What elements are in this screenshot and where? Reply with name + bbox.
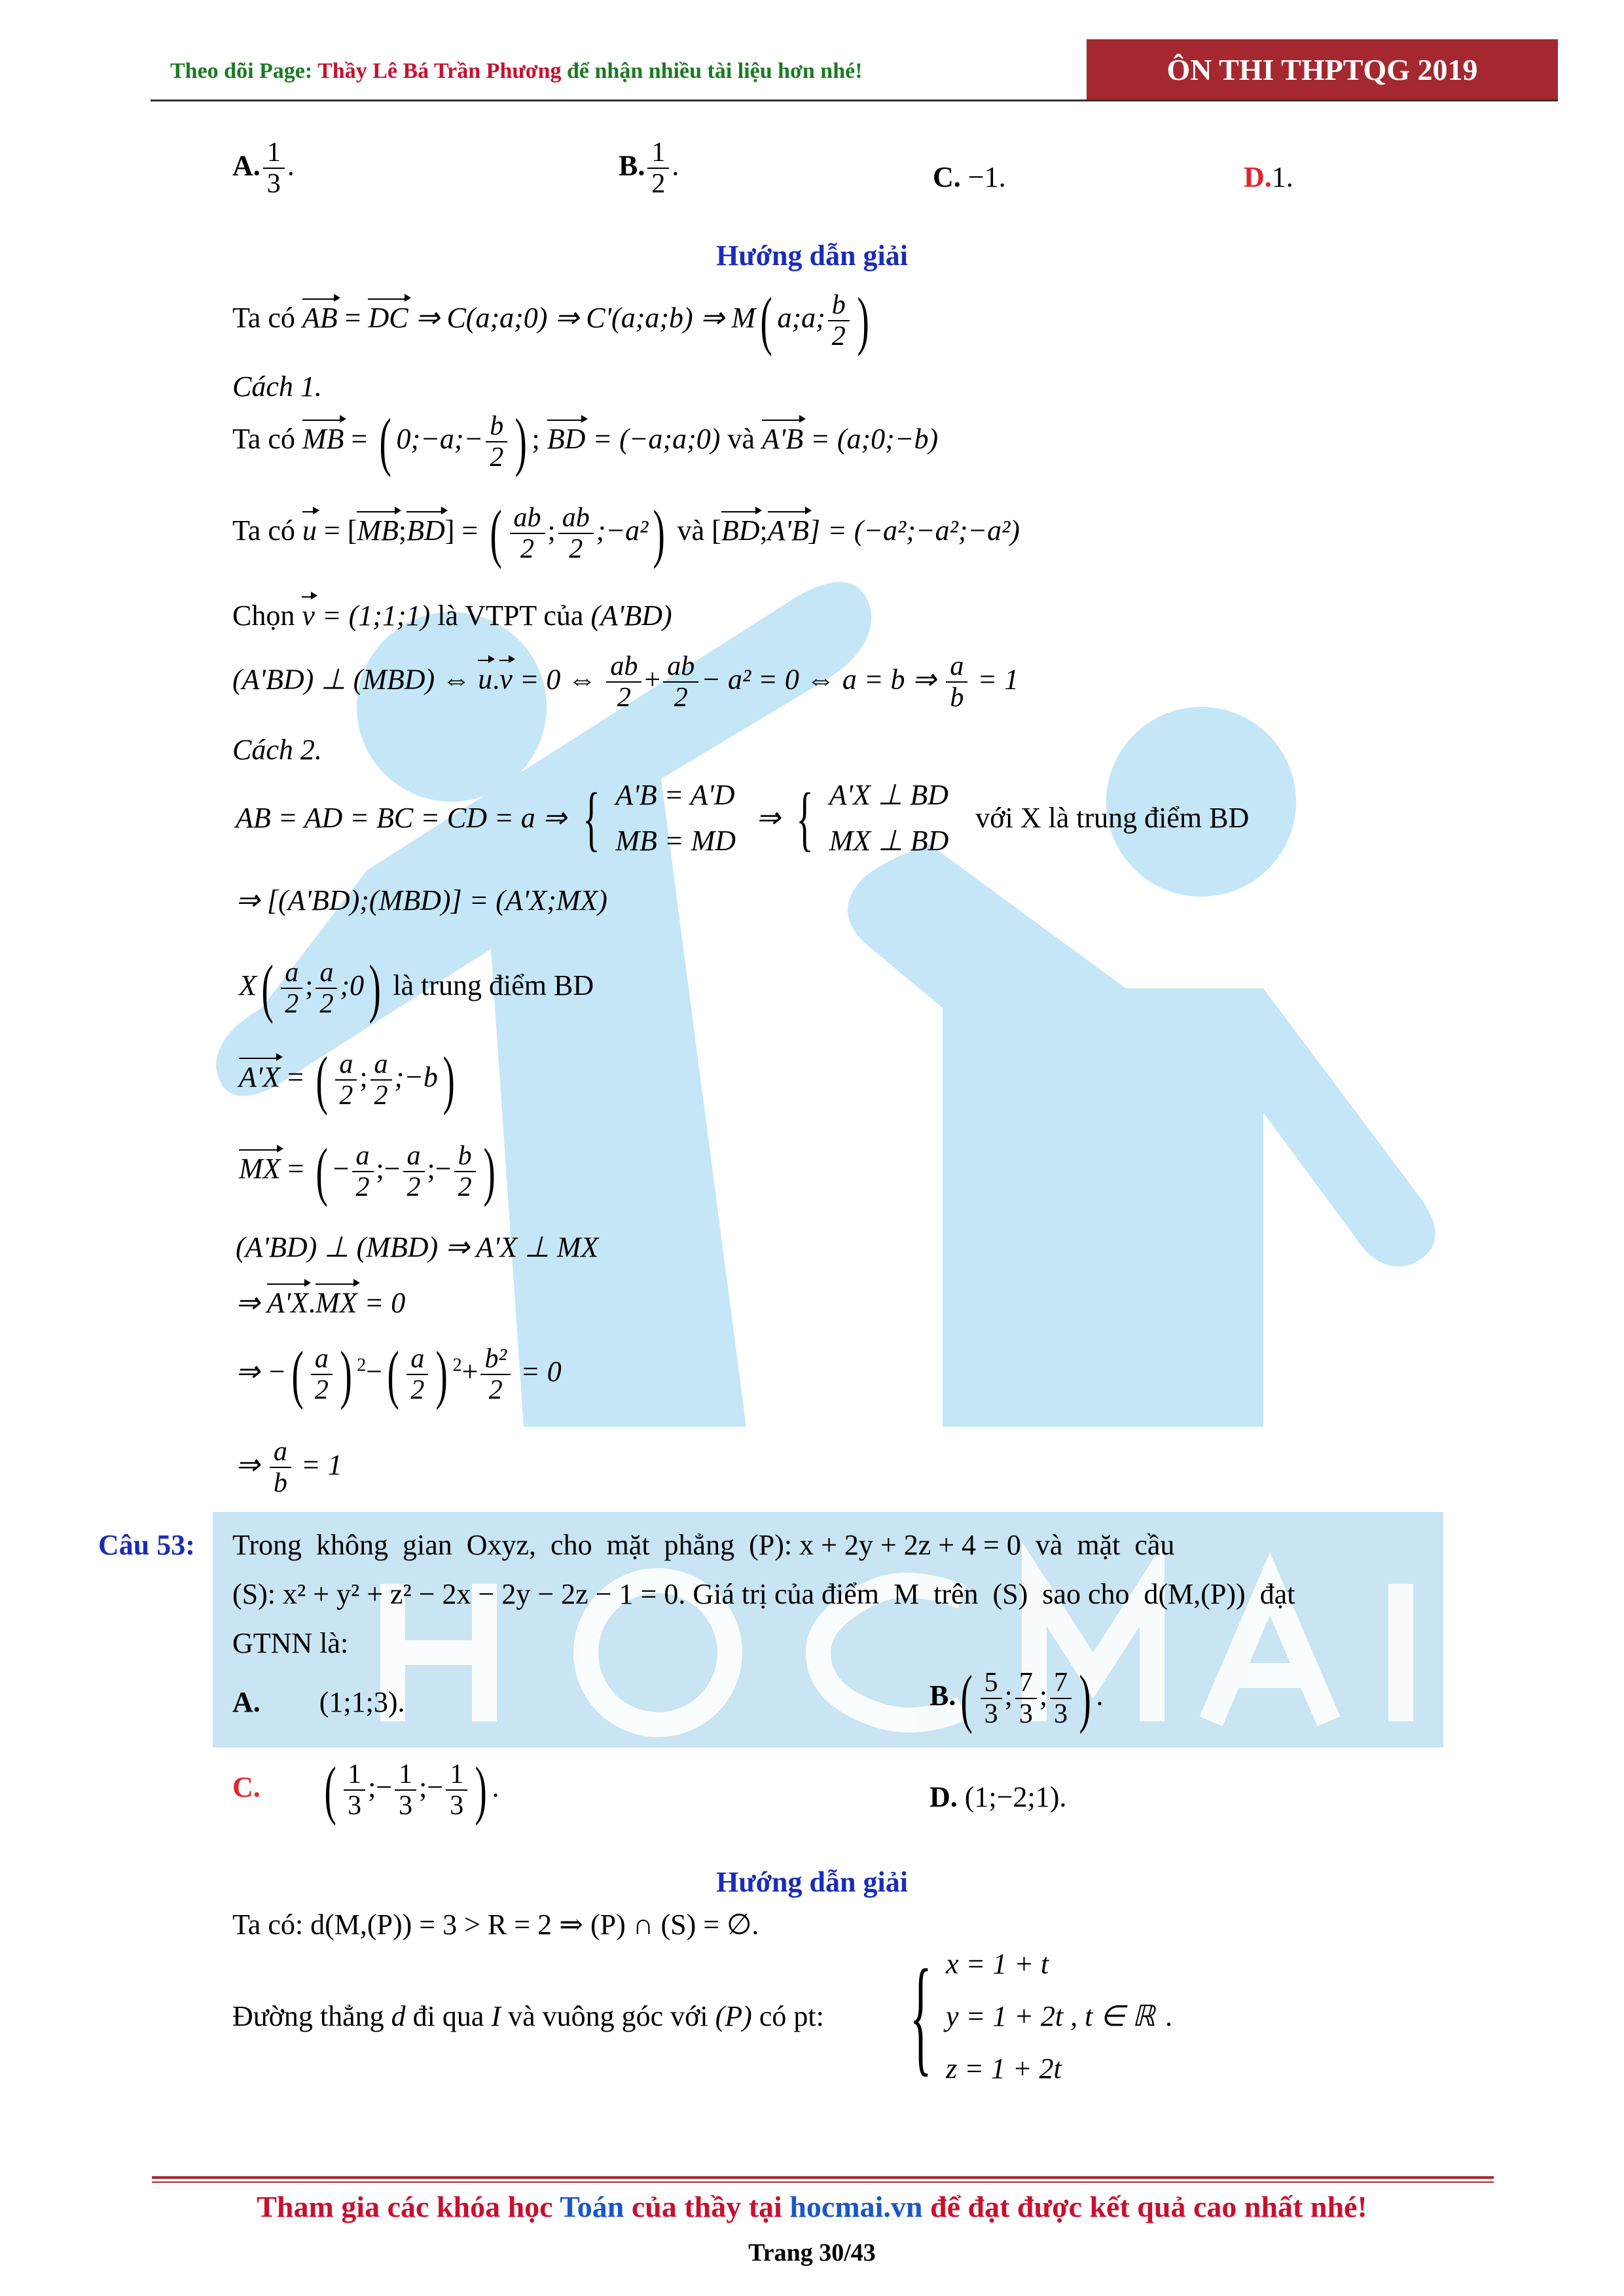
footer-link[interactable]: hocmai.vn [789,2190,923,2223]
option-label: B. [619,149,645,182]
frac-num: 7 [1015,1668,1037,1699]
text: Ta có [232,302,302,334]
text: ⇒ [756,801,780,834]
frac-num: a [270,1437,291,1468]
frac-den: 3 [348,1791,362,1821]
frac-den: b [273,1468,287,1499]
frac-den: 2 [285,989,299,1019]
frac-num: ab [510,503,545,534]
text: ;− [427,1153,452,1185]
option-tail: . [287,149,295,182]
sol1-line-5 [232,651,1019,713]
system-row: y = 1 + 2t , t ∈ ℝ [946,2000,1155,2032]
q52-option-b [619,137,679,199]
text: ; [759,514,768,547]
text: ; [305,969,314,1002]
frac-num: 7 [1050,1668,1072,1699]
frac-den: 2 [651,169,666,200]
vector-dc: DC [368,301,408,336]
text: = (−a;a;0) [585,423,721,456]
text: ; [532,423,547,456]
sol1-line-8: X( $\frac{a}{2}$ ; $\frac{a}{2}$ ;0) là trung điểm BD [239,952,594,1024]
vector-bd: BD [547,422,586,457]
text: là VTPT của [430,600,591,632]
text: = 0 [357,1287,406,1319]
frac-den: 3 [984,1699,998,1729]
frac-num: ab [663,651,698,683]
q52-option-c [933,160,1006,195]
solution2-title: Hướng dẫn giải [716,1866,908,1898]
text: = (1;1;1) [314,600,431,632]
text: = 0 [513,1355,562,1388]
vector-u: u [302,514,317,548]
text: ;−a² [596,514,649,547]
header-tail: để nhận nhiều tài liệu hơn nhé! [561,59,863,83]
text: Đường thẳng [232,2000,391,2032]
text: . [308,1287,316,1319]
text: ; [1039,1679,1048,1712]
vector-a-b: A'B [762,422,803,457]
text: (P) [715,2000,752,2032]
frac-den: 2 [458,1172,472,1202]
text: = 1 [293,1448,342,1481]
cach2-label: Cách 2. [232,734,322,766]
text: Ta có [232,423,302,456]
text: đi qua [405,2000,492,2032]
text: − [366,1355,383,1388]
frac-num: 1 [263,137,285,169]
system-row: A'B = A'D [615,779,735,811]
vector-mx: MX [239,1152,281,1187]
sol1-line-9: A'X = ( $\frac{a}{2}$ ; $\frac{a}{2}$ ;−b) [239,1043,455,1116]
frac-den: 2 [490,442,504,473]
text: ;−b [394,1061,438,1094]
sol1-line-11: (A'BD) ⊥ (MBD) ⇒ A'X ⊥ MX [236,1231,599,1263]
option-tail: . [672,149,679,182]
exponent: 2 [452,1355,462,1376]
sol1-line-10: MX = ( − $\frac{a}{2}$ ;− $\frac{a}{2}$ ;− $\frac{b}{2}$ ) [239,1135,496,1208]
option-value: 1. [1271,161,1293,193]
text: = [280,1061,311,1094]
sol1-line-12 [236,1286,405,1321]
text: ⇒ C(a;a;0) ⇒ C'(a;a;b) ⇒ M [408,302,756,334]
text: ;− [419,1771,444,1804]
footer-rule-2 [152,2181,1494,2183]
text: ; [547,514,556,547]
vector-v: v [302,599,315,634]
text: − [333,1153,350,1185]
frac-den: 3 [266,169,281,200]
frac-num: 1 [344,1759,365,1791]
frac-num: ab [606,651,641,683]
text: + [644,663,661,696]
text: và [670,514,712,547]
frac-num: b [454,1141,476,1172]
vector-a-b: A'B [768,514,809,548]
sol1-line-1: Ta có AB = DC ⇒ C(a;a;0) ⇒ C'(a;a;b) ⇒ M( a;a; $\frac{b}{2}$ ) [232,284,869,357]
option-value: (1;−2;1). [964,1781,1067,1813]
footer-promo [0,2189,1624,2224]
frac-den: 3 [1054,1699,1068,1729]
text: Chọn [232,600,302,632]
frac-num: a [316,958,337,989]
sol1-line-6 [236,772,1249,865]
option-label: C. [232,1771,261,1804]
text: d [391,2000,406,2032]
text: = [337,302,369,334]
system-brace: { [582,778,600,859]
header-lead: Theo dõi Page: [170,59,318,83]
frac-den: 2 [374,1081,388,1111]
frac-den: 2 [674,683,688,713]
footer-text: của thầy tại [624,2190,790,2223]
frac-num: 1 [446,1759,467,1791]
text: ] = (−a²;−a²;−a²) [808,514,1020,547]
frac-den: 2 [617,683,631,713]
frac-den: 2 [488,1375,503,1405]
text: = [ [316,514,357,547]
header-banner-text: ÔN THI THPTQG 2019 [1166,52,1478,86]
text: ;− [376,1153,401,1185]
option-value: (1;1;3). [319,1686,405,1718]
frac-den: 2 [831,321,846,351]
vector-bd: BD [406,514,445,548]
text: và vuông góc với [501,2000,715,2032]
q53-line-1: Trong không gian Oxyz, cho mặt phẳng (P): x + 2y + 2z + 4 = 0 và mặt cầu [232,1529,1175,1561]
frac-num: 1 [647,137,669,169]
text: . [492,1771,499,1804]
frac-den: 3 [399,1791,413,1821]
frac-den: 2 [520,534,535,564]
sol2-line-2 [232,2000,824,2034]
text: và [720,423,762,456]
text: = (a;0;−b) [803,423,939,456]
text: 0;−a;− [396,423,484,456]
system-tail: . [1165,2000,1172,2032]
q52-option-d [1244,160,1293,195]
vector-mx: MX [316,1286,357,1321]
page-number: Trang 30/43 [748,2239,876,2267]
vector-a-x: A'X [267,1286,308,1321]
frac-num: ab [558,503,594,534]
text: ; [359,1061,368,1094]
q53-option-d [929,1780,1066,1815]
frac-num: b [828,290,850,321]
text: là trung điểm BD [386,969,594,1002]
q53-option-a [232,1685,405,1720]
sol1-line-2: Ta có MB = ( 0;−a;− $\frac{b}{2}$ ) ; BD = (−a;a;0) và A'B = (a;0;−b) [232,405,939,478]
header-banner [1087,39,1558,99]
system-row: x = 1 + t [946,1948,1049,1980]
system [615,772,736,865]
vector-ab: AB [302,301,338,336]
option-label: C. [933,161,961,193]
solution1-title: Hướng dẫn giải [716,240,908,272]
system-brace: { [910,1943,932,2088]
system-brace: { [796,778,814,859]
frac-num: a [946,651,967,683]
frac-den: b [950,683,964,713]
q53-line-3: GTNN là: [232,1627,349,1659]
footer-rule [152,2176,1494,2179]
text: ⇒ [236,1448,267,1481]
watermark-body-right [848,844,1435,1427]
option-label: D. [929,1781,958,1813]
text: [ [712,514,721,547]
text: (A'BD) ⊥ (MBD) ⇔ [232,663,478,696]
vector-v: v [499,662,513,697]
system-row: z = 1 + 2t [946,2053,1062,2085]
frac-den: 2 [569,534,583,564]
vector-bd: BD [721,514,760,548]
header-note [170,59,863,84]
sol2-line-1: Ta có: d(M,(P)) = 3 > R = 2 ⇒ (P) ∩ (S) = ∅. [232,1909,759,1941]
frac-den: 3 [1019,1699,1033,1729]
frac-num: a [335,1049,357,1081]
text: ; [398,514,407,547]
text: X [239,969,257,1002]
text: = [344,423,375,456]
text: = [280,1153,312,1185]
footer-text: Tham gia các khóa học [257,2190,560,2223]
text: ;0 [340,969,365,1002]
text: a;a; [777,302,825,334]
text: Ta có [232,514,302,547]
vector-u: u [478,662,492,697]
sol1-line-14 [236,1437,342,1498]
frac-num: a [281,958,302,989]
header [151,39,1558,101]
text: + [461,1355,478,1388]
text: . [1096,1679,1104,1712]
vector-a-x: A'X [239,1060,280,1095]
vector-mb: MB [357,514,399,548]
exponent: 2 [357,1355,367,1376]
sol1-line-13: ⇒ −( $\frac{a}{2}$ ) $^2$−( $\frac{a}{2}$ ) $^2$+ $\frac{\text{b²}}{2}$ = 0 [236,1338,562,1410]
system-row: MX ⊥ BD [829,825,949,857]
system-row: A'X ⊥ BD [829,779,948,811]
frac-den: 3 [450,1791,464,1821]
text: (A'BD) [590,600,672,632]
frac-num: a [403,1141,425,1172]
frac-den: 2 [406,1172,421,1202]
option-label: A. [232,1686,261,1718]
option-label: B. [929,1679,956,1712]
frac-num: a [311,1344,333,1375]
text: có pt: [751,2000,824,2032]
frac-den: 2 [314,1375,329,1405]
frac-den: 2 [319,989,334,1019]
system-row: MB = MD [615,825,736,857]
system [829,772,949,865]
header-rule [151,99,1558,101]
q53-line-2: (S): x² + y² + z² − 2x − 2y − 2z − 1 = 0. Giá trị của điểm M trên (S) sao cho d(M,(P)) đạt [232,1578,1295,1610]
q53-option-b: B.( $\frac{5}{3}$ ; $\frac{7}{3}$ ; $\frac{7}{3}$ ) . [929,1662,1104,1734]
text: = 0 ⇔ [512,663,604,696]
q53-option-c: C. ( $\frac{1}{3}$ ;− $\frac{1}{3}$ ;− $\frac{1}{3}$ ) . [232,1753,499,1826]
text: ⇒ [236,1287,267,1319]
frac-num: a [370,1049,392,1081]
sol1-line-4 [232,599,672,634]
frac-num: a [352,1141,374,1172]
footer-text: để đạt được kết quả cao nhất nhé! [922,2190,1367,2223]
frac-den: 2 [355,1172,370,1202]
sol1-line-3: Ta có u = [MB;BD] = ( $\frac{ab}{2}$ ; $\frac{ab}{2}$ ;−a²) và [BD;A'B] = (−a²;−a²;−a²) [232,497,1020,569]
q52-option-a [232,137,295,199]
frac-num: a [406,1344,428,1375]
text: ] = [444,514,486,547]
frac-num: b² [480,1344,511,1375]
cach1-label: Cách 1. [232,370,322,403]
frac-num: b [486,411,507,442]
text: AB = AD = BC = CD = a ⇒ [236,801,567,834]
option-label: D. [1244,161,1272,193]
frac-den: 2 [410,1375,425,1405]
text: = 1 [970,663,1019,696]
text: ⇒ − [236,1355,287,1388]
frac-den: 2 [339,1081,353,1111]
frac-num: 5 [981,1668,1002,1699]
text: ; [1004,1679,1013,1712]
text: ;− [368,1771,393,1804]
option-value: −1. [967,161,1006,193]
text: I [491,2000,501,2032]
text: . [492,663,500,696]
frac-num: 1 [395,1759,416,1791]
text: với X là trung điểm BD [975,801,1250,834]
vector-mb: MB [302,422,344,457]
option-label: A. [232,149,261,182]
footer-text: Toán [560,2190,624,2223]
q53-label: Câu 53: [98,1529,195,1561]
text: − a² = 0 ⇔ a = b ⇒ [701,663,944,696]
sol1-line-7: ⇒ [(A'BD);(MBD)] = (A'X;MX) [236,884,607,916]
header-page-name: Thầy Lê Bá Trần Phương [317,59,562,83]
